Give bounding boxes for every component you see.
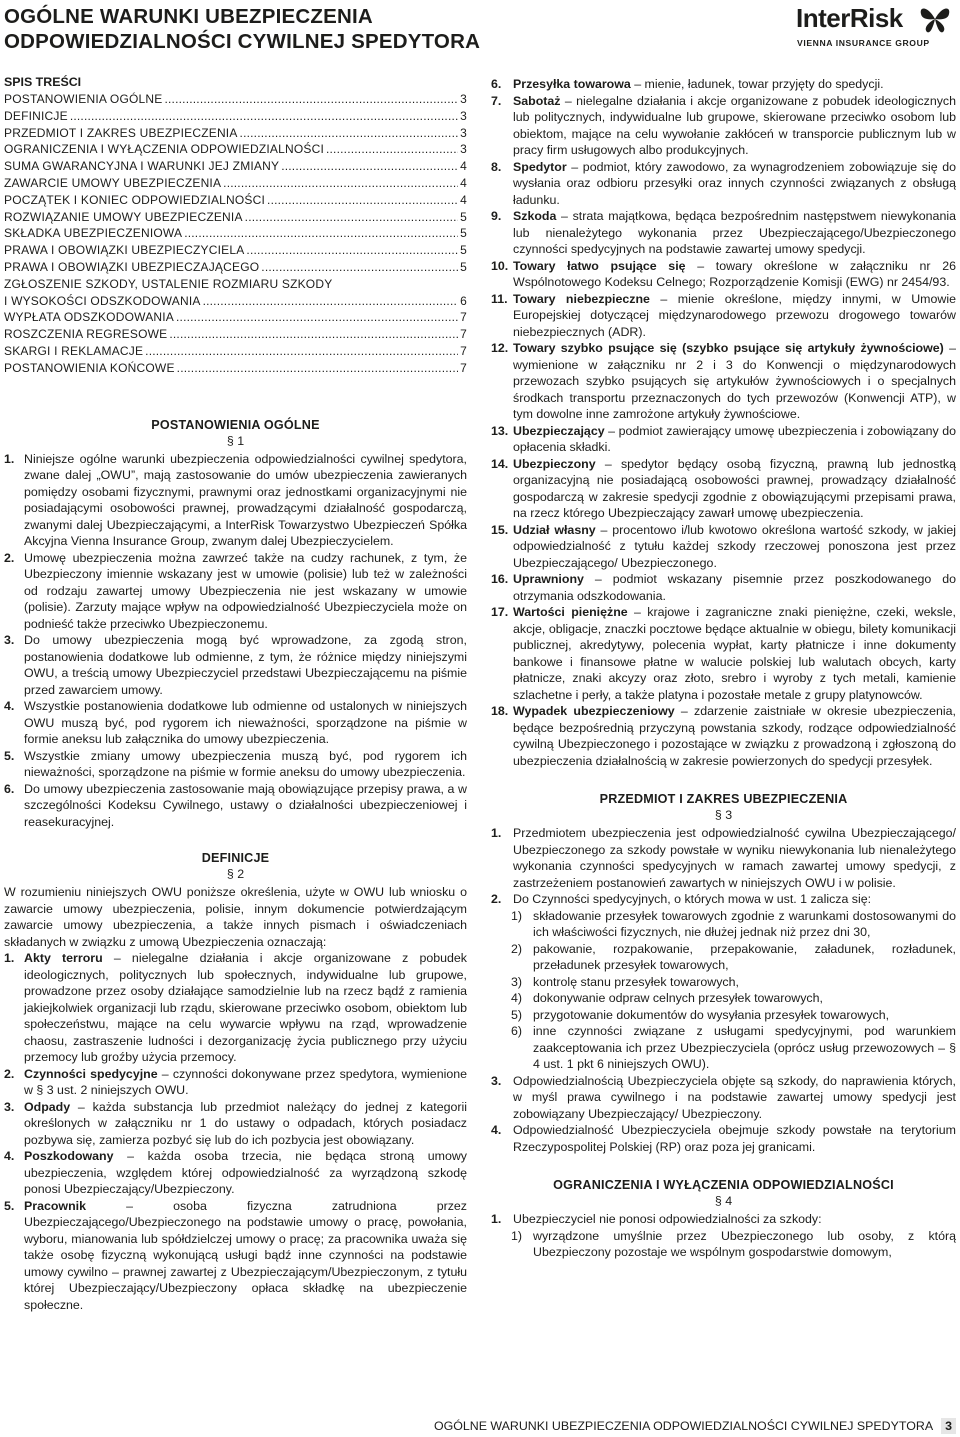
toc-leader-dots <box>169 326 458 343</box>
section-paragraph-sign: § 4 <box>714 1194 733 1208</box>
definition-body: – nielegalne działania i akcje organizowane z pobudek ideologicznych, politycznych lub społecznych, indywidualne lub grupowe, prowadzone przez osoby działające samodzielnie lub na rzecz bądź z ramienia jakiejkolwiek organizacji lub rządu, skierowane przeciwko osobom, obiektom lub społeczeństwu, mające na celu wywarcie wpływu na rząd, wprowadzenie chaosu, zastraszenie ludności i dezorganizację życia publicznego przy użyciu przemocy lub groźby użycia przemocy. <box>24 951 468 1065</box>
toc-entry-label: SKARGI I REKLAMACJE <box>4 343 144 358</box>
toc-entry-page: 4 <box>460 192 467 207</box>
definition-item <box>4 1148 467 1198</box>
definition-item <box>491 456 956 522</box>
definition-body: – nielegalne działania i akcje organizowane z pobudek ideologicznych lub politycznych, indywidualne lub grupowe, skierowane przeciwko osobom lub obiektom, mające na celu wywołanie zakłóceń w transporcie publicznym lub w pracy firm usługowych albo produkcyjnych. <box>513 93 956 157</box>
definition-term: Poszkodowany <box>24 1149 114 1164</box>
sub-item <box>491 990 956 1007</box>
sub-item-number: 4) <box>511 991 523 1005</box>
definition-item <box>491 522 956 572</box>
definition-text <box>513 258 956 291</box>
sub-item <box>491 908 956 941</box>
definition-number: 16. <box>491 572 509 586</box>
sub-item <box>491 974 956 991</box>
document-title-line-1: OGÓLNE WARUNKI UBEZPIECZENIA <box>4 5 373 28</box>
definition-term: Towary łatwo psujące się <box>513 258 686 273</box>
sub-item-number: 6) <box>511 1024 523 1038</box>
definitions-list-right <box>491 76 956 769</box>
section-title-definicje: DEFINICJE <box>201 851 270 866</box>
toc-entry-label: ZGŁOSZENIE SZKODY, USTALENIE ROZMIARU SZKODY <box>4 276 333 291</box>
toc-entry-label: DEFINICJE <box>4 108 68 123</box>
item-text: Do umowy ubezpieczenia zastosowanie mają obowiązujące przepisy prawa, a w szczególności Kodeksu Cywilnego, ustawy o działalności ubezpieczeniowej i reasekuracyjnej. <box>24 781 467 829</box>
toc-entry[interactable] <box>4 242 467 259</box>
section-1-items <box>4 451 467 831</box>
numbered-item <box>491 1073 956 1123</box>
definition-item <box>491 291 956 341</box>
toc-entry-page: 5 <box>460 243 467 258</box>
sub-item-number: 1) <box>511 908 523 923</box>
toc-entry-label: WYPŁATA ODSZKODOWANIA <box>4 310 174 325</box>
toc-entry-label: I WYSOKOŚCI ODSZKODOWANIA <box>4 293 201 308</box>
item-number: 3. <box>491 1073 502 1088</box>
definition-text <box>513 522 956 572</box>
logo-wordmark: InterRisk <box>796 3 903 33</box>
toc-entry[interactable] <box>4 276 467 293</box>
definition-number: 6. <box>491 77 502 91</box>
sub-item-text: dokonywanie odpraw celnych przesyłek towarowych, <box>533 991 823 1005</box>
toc-entry-label: PRAWA I OBOWIĄZKI UBEZPIECZAJĄCEGO <box>4 259 260 274</box>
item-number: 1. <box>4 451 15 466</box>
definition-term: Ubezpieczony <box>513 456 596 471</box>
document-title <box>4 4 480 54</box>
definition-number: 11. <box>491 291 508 306</box>
definition-item <box>491 604 956 703</box>
toc-leader-dots <box>245 209 458 226</box>
toc-entry-page: 7 <box>460 360 467 375</box>
toc-entry[interactable] <box>4 225 467 242</box>
item-number: 4. <box>491 1123 502 1137</box>
definition-body: – zdarzenie zaistniałe w okresie ubezpieczenia, będące bezpośrednią przyczyną powstania szkody, rodzące odpowiedzialność cywilną Ubezpieczonego i pozostające w związku z prowadzoną i zgłoszoną do ubezpieczenia działalnością w zakresie powierzonych do spedycji przesyłek. <box>513 704 956 768</box>
definition-item <box>491 703 956 769</box>
numbered-item <box>4 748 467 781</box>
definition-number: 13. <box>491 423 509 438</box>
item-number: 4. <box>4 699 15 714</box>
section-title-postanowienia-ogolne: POSTANOWIENIA OGÓLNE <box>151 417 320 432</box>
section-paragraph-sign: § 1 <box>226 433 245 448</box>
definition-text <box>24 1066 467 1099</box>
definition-number: 12. <box>491 341 509 355</box>
toc-entry[interactable] <box>4 158 467 175</box>
item-number: 6. <box>4 781 15 796</box>
document-title-line-2: ODPOWIEDZIALNOŚCI CYWILNEJ SPEDYTORA <box>4 30 481 53</box>
page-footer <box>434 1418 956 1434</box>
item-text: Ubezpieczyciel nie ponosi odpowiedzialności za szkody: <box>513 1212 822 1226</box>
toc-entry-label: SKŁADKA UBEZPIECZENIOWA <box>4 226 183 241</box>
toc-entry-label: OGRANICZENIA I WYŁĄCZENIA ODPOWIEDZIALNOŚCI <box>4 142 324 157</box>
definition-body: – podmiot wskazany pisemnie przez poszkodowanego do otrzymania odszkodowania. <box>513 572 956 603</box>
definition-text <box>24 1148 467 1198</box>
sub-item-text: pakowanie, rozpakowanie, przepakowanie, załadunek, rozładunek, przeładunek przesyłek towarowych, <box>533 941 956 972</box>
toc-leader-dots <box>164 91 458 108</box>
definition-number: 9. <box>491 209 502 223</box>
toc-entry[interactable] <box>4 175 467 192</box>
definition-term: Pracownik <box>24 1198 86 1213</box>
sub-item-text: składowanie przesyłek towarowych zgodnie z warunkami dostosowanymi do ich właściwości fizycznych, nie dłużej jednak niż przez dni 30, <box>533 908 956 939</box>
definition-item <box>491 208 956 258</box>
toc-entry-page: 3 <box>460 92 467 106</box>
toc-entry-label: ROZWIĄZANIE UMOWY UBEZPIECZENIA <box>4 209 243 224</box>
toc-leader-dots <box>203 293 459 310</box>
definition-body: – towary określone w załączniku nr 26 Wspólnotowego Kodeksu Celnego; Rozporządzenie Komisji (EWG) nr 2454/93. <box>513 258 956 289</box>
page-number: 3 <box>941 1418 956 1434</box>
definition-body: – podmiot, który zawodowo, za wynagrodzeniem zobowiązuje się do wysłania oraz odbioru przesyłki oraz innych czynności związanych z obsługą ładunku. <box>513 159 956 207</box>
toc-entry-page: 3 <box>460 108 467 123</box>
definition-text <box>513 340 956 423</box>
definition-term: Ubezpieczający <box>513 423 605 438</box>
sub-item <box>491 1007 956 1024</box>
numbered-item <box>4 550 467 633</box>
toc-entry-label: POSTANOWIENIA KOŃCOWE <box>4 360 175 375</box>
section-paragraph-sign: § 3 <box>714 808 733 822</box>
definition-body: – mienie, ładunek, towar przyjęty do spedycji. <box>630 77 884 91</box>
item-text: Umowę ubezpieczenia można zawrzeć także na cudzy rachunek, z tym, że Ubezpieczony imiennie wskazany jest w umowie (polisie) lub też w zależności od rodzaju zawartej umowy Ubezpieczenia nie jest wskazany w umowie (polisie). Zarzuty mające wpływ na odpowiedzialność Ubezpieczyciela może on podnieść także przeciwko Ubezpieczonemu. <box>24 550 467 631</box>
toc-entry-page: 6 <box>460 293 467 308</box>
item-text: Odpowiedzialność Ubezpieczyciela obejmuje szkody powstałe na terytorium Rzeczypospolitej Polskiej (RP) oraz poza jej granicami. <box>513 1123 956 1154</box>
sub-item-number: 5) <box>511 1007 523 1022</box>
item-text: Wszystkie zmiany umowy ubezpieczenia muszą być, pod rygorem ich nieważności, sporządzone na piśmie w formie aneksu do umowy ubezpieczenia. <box>24 748 467 780</box>
sub-item-text: inne czynności związane z usługami spedycyjnymi, pod warunkiem zaakceptowania ich przez Ubezpieczyciela (oprócz usług przewozowych – § 4 ust. 1 pkt 6 niniejszych OWU). <box>533 1024 956 1071</box>
interrisk-logo <box>796 0 956 52</box>
numbered-item <box>491 825 956 891</box>
definition-body: – spedytor będący osobą fizyczną, prawną lub jednostką organizacyjną nie posiadającą osobowości prawnej, prowadzący działalność gospodarczą w zakresie spedycji zgodnie z obowiązującymi przepisami prawa, na rzecz którego Ubezpieczający zawarł umowę ubezpieczenia. <box>513 456 956 520</box>
toc-entry-page: 3 <box>460 142 467 157</box>
definition-term: Sabotaż <box>513 93 561 108</box>
toc-entry-page: 7 <box>460 327 467 342</box>
item-number: 1. <box>491 826 502 840</box>
section-3-items-after <box>491 1073 956 1156</box>
section-3-subitems <box>491 908 956 1073</box>
definition-number: 4. <box>4 1149 15 1164</box>
item-number: 2. <box>4 550 15 565</box>
toc-entry-label: POSTANOWIENIA OGÓLNE <box>4 92 163 106</box>
item-number: 1. <box>491 1212 502 1226</box>
definition-number: 10. <box>491 258 509 273</box>
definition-term: Wypadek ubezpieczeniowy <box>513 704 675 718</box>
definition-body: – wymienione w załączniku nr 2 i 3 do Konwencji o międzynarodowych przewozach szybko psujących się artykułów żywnościowych i o specjalnych środkach transportu przeznaczonych do tych przewozów (Konwencji ATP), w tym dowolne inne zamrożone artykuły żywnościowe. <box>513 341 956 421</box>
section-title-ograniczenia: OGRANICZENIA I WYŁĄCZENIA ODPOWIEDZIALNOŚCI <box>553 1178 894 1192</box>
definition-term: Wartości pieniężne <box>513 605 628 619</box>
toc-entry-label: PRAWA I OBOWIĄZKI UBEZPIECZYCIELA <box>4 243 245 258</box>
toc-entry-label: ROSZCZENIA REGRESOWE <box>4 327 168 342</box>
definition-text <box>513 93 956 159</box>
definition-text <box>24 1198 467 1314</box>
toc-leader-dots <box>176 309 458 326</box>
toc-entry-label: ZAWARCIE UMOWY UBEZPIECZENIA <box>4 175 222 190</box>
butterfly-logo-icon <box>918 2 952 36</box>
toc-entry-label: SUMA GWARANCYJNA I WARUNKI JEJ ZMIANY <box>4 159 280 174</box>
item-text: Do Czynności spedycyjnych, o których mowa w ust. 1 zalicza się: <box>513 892 872 906</box>
definition-term: Towary niebezpieczne <box>513 291 650 306</box>
definition-body: – każda substancja lub przedmiot należący do jednej z kategorii określonych w załączniku nr 1 do ustawy o odpadach, których posiadacz pozbywa się, zamierza pozbyć się lub do ich pozbycia jest obowiązany. <box>24 1099 467 1147</box>
definition-term: Akty terroru <box>24 951 103 966</box>
definition-body: – podmiot zawierający umowę ubezpieczenia i zobowiązany do opłacenia składki. <box>513 423 956 454</box>
sub-item-text: wyrządzone umyślnie przez Ubezpieczonego lub osoby, z którą Ubezpieczony pozostaje we wspólnym gospodarstwie domowym, <box>533 1228 956 1259</box>
right-column <box>491 76 956 1261</box>
toc-leader-dots <box>177 360 458 377</box>
definition-text <box>513 456 956 522</box>
definition-number: 5. <box>4 1198 15 1213</box>
sub-item <box>491 941 956 974</box>
sub-item-number: 1) <box>511 1228 523 1243</box>
toc-entry-page: 7 <box>460 343 467 358</box>
toc-leader-dots <box>70 108 458 125</box>
definition-item <box>4 950 467 1066</box>
toc-entry-page: 4 <box>460 159 467 174</box>
toc-entry-page: 5 <box>460 209 467 224</box>
definition-body: – procentowo i/lub kwotowo określona wartość szkody, w jakiej odpowiedzialność z tytułu każdej szkody rzeczowej ponoszona jest przez Ubezpieczającego/ Ubezpieczonego. <box>513 522 956 570</box>
toc-heading: SPIS TREŚCI <box>4 75 82 89</box>
definition-number: 3. <box>4 1099 15 1114</box>
toc-entry[interactable] <box>4 192 467 209</box>
numbered-item <box>491 891 956 908</box>
definition-term: Odpady <box>24 1099 71 1114</box>
sub-item-number: 3) <box>511 974 523 989</box>
toc-entry[interactable] <box>4 108 467 125</box>
sub-item <box>491 1228 956 1261</box>
item-text: Niniejsze ogólne warunki ubezpieczenia odpowiedzialności cywilnej spedytora, zwane dalej „OWU”, mają zastosowanie do umów ubezpieczenia zawieranych pomiędzy osobami fizycznymi, prawnymi oraz jednostkami organizacyjnymi nie posiadającymi osobowości prawnej, prowadzącymi działalność gospodarczą, zwanymi dalej Ubezpieczającymi, a InterRisk Towarzystwo Ubezpieczeń Spółka Akcyjna Vienna Insurance Group, zwanym dalej Ubezpieczycielem. <box>24 451 467 549</box>
toc-leader-dots <box>326 141 458 158</box>
definition-item <box>491 159 956 209</box>
toc-leader-dots <box>223 175 458 192</box>
toc-entry-page: 3 <box>460 125 467 140</box>
toc-entry[interactable] <box>4 209 467 226</box>
toc-entry[interactable] <box>4 309 467 326</box>
definition-number: 15. <box>491 522 509 537</box>
definition-number: 1. <box>4 951 15 966</box>
section-paragraph-sign: § 2 <box>226 867 245 882</box>
toc-entry-page: 7 <box>460 310 467 325</box>
definition-body: – osoba fizyczna zatrudniona przez Ubezpieczającego/Ubezpieczonego na podstawie umowy o pracę, powołania, wyboru, mianowania lub spółdzielczej umowy o pracę; za pracownika uważa się także osobę fizyczną wykonującą usługi bądź inne czynności na podstawie umowy cywilno – prawnej zawartej z Ubezpieczającym/Ubezpieczonym, z tytułu której Ubezpieczający/Ubezpieczony opłaca składkę na ubezpieczenie społeczne. <box>24 1198 467 1312</box>
definition-text <box>24 950 467 1066</box>
left-column <box>4 74 467 1313</box>
numbered-item <box>4 781 467 831</box>
sub-item <box>491 1023 956 1073</box>
toc-leader-dots <box>261 259 458 276</box>
section-4-items <box>491 1211 956 1228</box>
sub-item-text: kontrolę stanu przesyłek towarowych, <box>533 974 739 989</box>
definition-body: – krajowe i zagraniczne znaki pieniężne, czeki, weksle, akcje, obligacje, znaczki pocztowe będące aktualnie w obiegu, bilety komunikacji publicznej, akredytywy, polecenia wypłat, karty płatnicze i inne dokumenty bankowe i finansowe płatne w walucie polskiej lub walutach obcych, karty płatnicze, znaki akcyzy oraz złoto, srebro i wyroby z tych metali, kamienie szlachetne i perły, a także platyna i pozostałe metale z grupy platynowców. <box>513 605 956 702</box>
definition-text <box>24 1099 467 1149</box>
toc-entry[interactable] <box>4 125 467 142</box>
item-text: Przedmiotem ubezpieczenia jest odpowiedzialność cywilna Ubezpieczającego/ Ubezpieczonego za szkody powstałe w wyniku niewykonania lub nienależytego wykonania czynności spedycyjnych w ramach zawartej umowy spedycji, z zastrzeżeniem postanowień zawartych w niniejszych OWU i w polisie. <box>513 826 956 890</box>
toc-entry[interactable] <box>4 293 467 310</box>
toc-leader-dots <box>240 125 459 142</box>
definition-number: 17. <box>491 605 509 619</box>
section-4-subitems <box>491 1228 956 1261</box>
toc-entry[interactable] <box>4 326 467 343</box>
toc-entry[interactable] <box>4 343 467 360</box>
item-number: 2. <box>491 892 502 906</box>
definition-item <box>491 258 956 291</box>
definition-item <box>4 1099 467 1149</box>
definitions-intro: W rozumieniu niniejszych OWU poniższe określenia, użyte w OWU lub wniosku o zawarcie umowy ubezpieczenia, polisie, innym dokumencie potwierdzającym zawarcie umowy ubezpieczenia, a także innych pismach i oświadczeniach składanych w związku z umową Ubezpieczenia oznaczają: <box>4 885 467 949</box>
definition-body: – mienie określone, między innymi, w Umowie Europejskiej dotyczącej międzynarodowego przewozu drogowego towarów niebezpiecznych (ADR). <box>513 291 956 339</box>
definition-number: 7. <box>491 93 502 108</box>
definition-text <box>513 423 956 456</box>
definition-number: 18. <box>491 704 509 718</box>
definition-item <box>491 571 956 604</box>
definitions-list-left <box>4 950 467 1313</box>
item-number: 3. <box>4 633 15 648</box>
definition-number: 2. <box>4 1066 15 1081</box>
toc-entry[interactable] <box>4 360 467 377</box>
definition-item <box>4 1066 467 1099</box>
toc-entry-label: PRZEDMIOT I ZAKRES UBEZPIECZENIA <box>4 125 238 140</box>
definition-term: Czynności spedycyjne <box>24 1066 158 1081</box>
footer-title: OGÓLNE WARUNKI UBEZPIECZENIA ODPOWIEDZIALNOŚCI CYWILNEJ SPEDYTORA <box>433 1419 934 1433</box>
toc-leader-dots <box>246 242 458 259</box>
definition-term: Udział własny <box>513 522 596 537</box>
definition-text <box>513 76 956 93</box>
definition-term: Szkoda <box>513 209 557 223</box>
definition-number: 14. <box>491 456 509 471</box>
numbered-item <box>4 632 467 698</box>
toc-entry[interactable] <box>4 91 467 108</box>
toc-leader-dots <box>184 225 458 242</box>
toc-entry[interactable] <box>4 141 467 158</box>
section-3-items <box>491 825 956 908</box>
toc-entry-page: 5 <box>460 226 467 241</box>
item-number: 5. <box>4 748 15 763</box>
definition-term: Spedytor <box>513 159 567 174</box>
definition-text <box>513 291 956 341</box>
definition-text <box>513 159 956 209</box>
toc-entry-page: 4 <box>460 175 467 190</box>
definition-body: – każda osoba trzecia, nie będąca stroną umowy ubezpieczenia, względem której odpowiedzialność za wyrządzoną szkodę ponosi Ubezpieczający/Ubezpieczony. <box>24 1149 467 1197</box>
sub-item-number: 2) <box>511 941 523 956</box>
definition-text <box>513 703 956 769</box>
item-text: Wszystkie postanowienia dodatkowe lub odmienne od ustalonych w niniejszych OWU muszą być, pod rygorem ich nieważności, sporządzone na piśmie w formie aneksu lub załącznika do umowy ubezpieczenia. <box>24 699 467 747</box>
numbered-item <box>491 1122 956 1155</box>
definition-term: Towary szybko psujące się (szybko psujące się artykuły żywnościowe) <box>513 341 944 355</box>
sub-item-text: przygotowanie dokumentów do wysyłania przesyłek towarowych, <box>533 1007 890 1022</box>
toc-leader-dots <box>267 192 458 209</box>
toc-leader-dots <box>281 158 458 175</box>
definition-item <box>491 93 956 159</box>
definition-body: – czynności dokonywane przez spedytora, wymienione w § 3 ust. 2 niniejszych OWU. <box>24 1066 468 1098</box>
section-title-przedmiot: PRZEDMIOT I ZAKRES UBEZPIECZENIA <box>599 792 848 806</box>
item-text: Do umowy ubezpieczenia mogą być wprowadzone, za zgodą stron, postanowienia dodatkowe lub odmienne, z tym, że różnice między niniejszymi OWU, a treścią umowy Ubezpieczyciel przedstawi Ubezpieczającemu na piśmie przed zawarciem umowy. <box>24 633 467 697</box>
definition-term: Przesyłka towarowa <box>513 77 631 91</box>
toc-leader-dots <box>145 343 458 360</box>
toc-entry-page: 5 <box>460 259 467 274</box>
logo-subtext: VIENNA INSURANCE GROUP <box>797 38 930 48</box>
numbered-item <box>4 698 467 748</box>
definition-item <box>4 1198 467 1314</box>
item-text: Odpowiedzialnością Ubezpieczyciela objęte są szkody, do naprawienia których, w myśl prawa cywilnego i na podstawie zawartej umowy spedycji jest zobowiązany Ubezpieczający/ Ubezpieczony. <box>513 1073 956 1121</box>
toc-entry-label: POCZĄTEK I KONIEC ODPOWIEDZIALNOŚCI <box>4 192 266 207</box>
definition-text <box>513 604 956 703</box>
definition-item <box>491 76 956 93</box>
table-of-contents <box>4 91 467 377</box>
toc-entry[interactable] <box>4 259 467 276</box>
definition-term: Uprawniony <box>513 572 584 586</box>
definition-text <box>513 571 956 604</box>
definition-text <box>513 208 956 258</box>
definition-item <box>491 423 956 456</box>
definition-number: 8. <box>491 159 502 174</box>
numbered-item <box>491 1211 956 1228</box>
numbered-item <box>4 451 467 550</box>
definition-item <box>491 340 956 423</box>
definition-body: – strata majątkowa, będąca bezpośrednim następstwem niewykonania lub nienależytego wykonania przez Ubezpieczającego/Ubezpieczonego czynności spedycyjnych na podstawie zawartej umowy spedycji. <box>513 209 956 256</box>
